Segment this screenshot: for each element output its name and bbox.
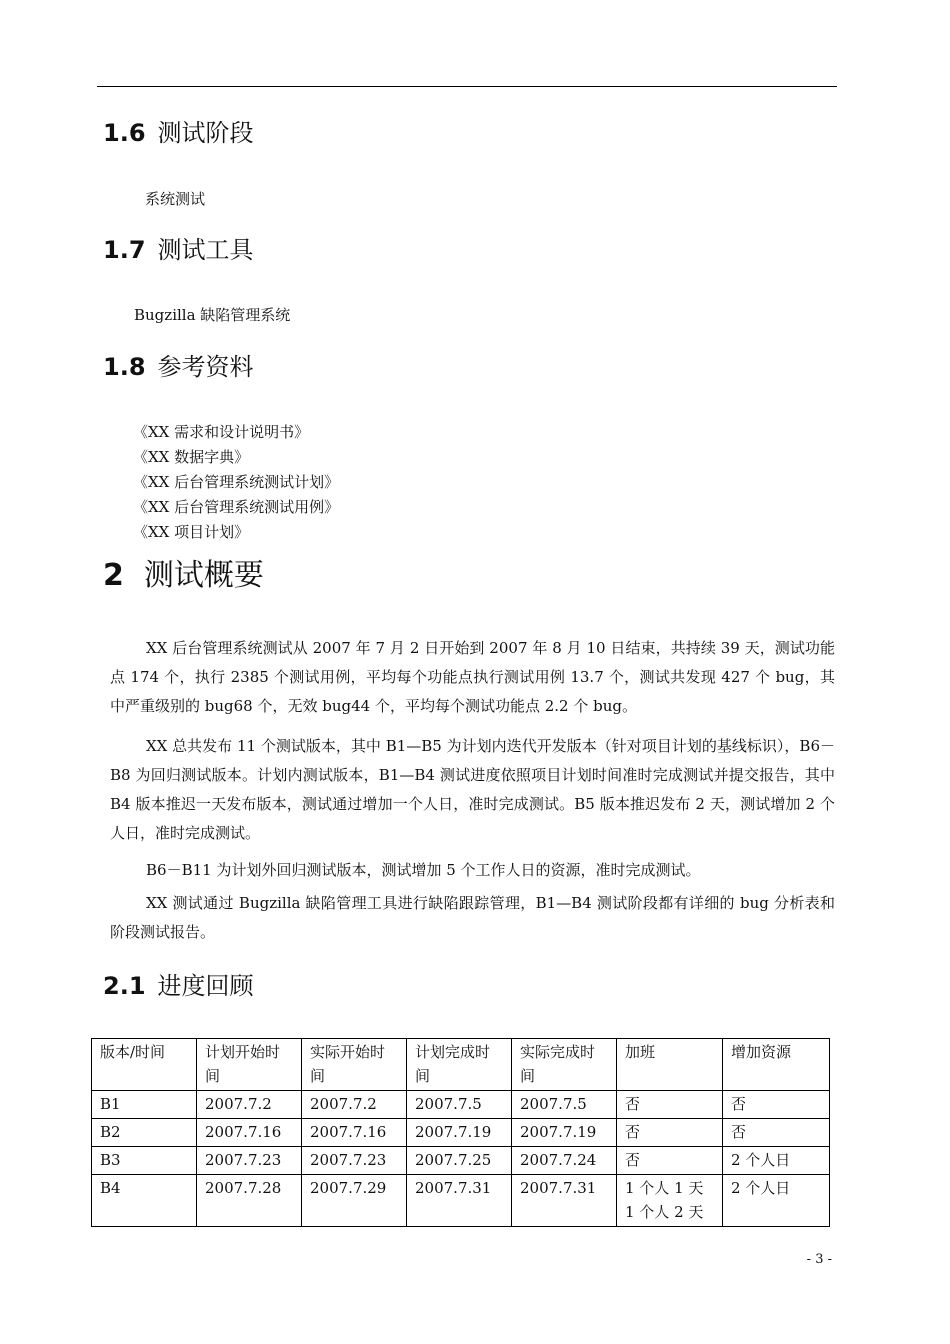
section-body-1-7: Bugzilla 缺陷管理系统 [134, 306, 291, 324]
table-cell: 2007.7.23 [302, 1147, 407, 1175]
table-cell: 2007.7.28 [197, 1175, 302, 1227]
table-cell: B2 [92, 1119, 197, 1147]
table-header-row [92, 1039, 830, 1091]
column-header: 计划完成时间 [407, 1039, 512, 1091]
table-cell: 2007.7.19 [512, 1119, 617, 1147]
section-heading-2: 2 测试概要 [103, 558, 264, 593]
section-heading-1-8: 1.8 参考资料 [103, 353, 254, 381]
overview-paragraph: B6－B11 为计划外回归测试版本，测试增加 5 个工作人日的资源，准时完成测试。 [146, 861, 701, 879]
section-heading-1-6: 1.6 测试阶段 [103, 119, 254, 147]
table-row [92, 1147, 830, 1175]
table-cell: 否 [723, 1091, 830, 1119]
column-header: 实际开始时间 [302, 1039, 407, 1091]
header-rule [97, 86, 837, 87]
overview-paragraph: XX 后台管理系统测试从 2007 年 7 月 2 日开始到 2007 年 8 月 10 日结束，共持续 39 天，测试功能点 174 个，执行 2385 个测试用例，平均每个功能点执行测试用例 13.7 个，测试共发现 427 个 bug，其中严重级别的 bug68 个，无效 bug44 个，平均每个测试功能点 2.2 个 bug。 [110, 639, 835, 715]
progress-table [91, 1038, 830, 1227]
table-cell: 否 [617, 1091, 723, 1119]
table-cell: 2007.7.25 [407, 1147, 512, 1175]
column-header: 计划开始时间 [197, 1039, 302, 1091]
table-cell: 2007.7.24 [512, 1147, 617, 1175]
table-cell: 2007.7.5 [407, 1091, 512, 1119]
page-number: - 3 - [806, 1252, 832, 1267]
table-cell: 否 [617, 1147, 723, 1175]
column-header: 版本/时间 [92, 1039, 197, 1091]
reference-item: 《XX 项目计划》 [133, 523, 250, 541]
table-cell: 否 [617, 1119, 723, 1147]
table-cell: 2 个人日 [723, 1147, 830, 1175]
reference-item: 《XX 数据字典》 [133, 448, 250, 466]
table-cell: 2007.7.29 [302, 1175, 407, 1227]
table-cell: 2007.7.23 [197, 1147, 302, 1175]
table-cell: 2007.7.16 [302, 1119, 407, 1147]
section-heading-1-7: 1.7 测试工具 [103, 236, 254, 264]
section-body-1-6: 系统测试 [145, 190, 206, 208]
table-cell: 2007.7.5 [512, 1091, 617, 1119]
column-header: 加班 [617, 1039, 723, 1091]
table-cell: B1 [92, 1091, 197, 1119]
reference-item: 《XX 后台管理系统测试用例》 [133, 498, 340, 516]
table-cell: 2007.7.2 [197, 1091, 302, 1119]
table-row [92, 1119, 830, 1147]
reference-list [133, 420, 339, 545]
table-cell: 2007.7.16 [197, 1119, 302, 1147]
table-cell: 2007.7.19 [407, 1119, 512, 1147]
reference-item: 《XX 后台管理系统测试计划》 [133, 473, 340, 491]
table-cell: 2 个人日 [723, 1175, 830, 1227]
table-row [92, 1175, 830, 1227]
overview-paragraph: XX 总共发布 11 个测试版本，其中 B1—B5 为计划内迭代开发版本（针对项目计划的基线标识），B6－B8 为回归测试版本。计划内测试版本，B1—B4 测试进度依照项目计划时间准时完成测试并提交报告，其中 B4 版本推迟一天发布版本，测试通过增加一个人日，准时完成测试。B5 版本推迟发布 2 天，测试增加 2 个人日，准时完成测试。 [110, 737, 835, 842]
table-cell: 否 [723, 1119, 830, 1147]
table-cell: 2007.7.31 [512, 1175, 617, 1227]
table-cell: B3 [92, 1147, 197, 1175]
table-cell: 1 个人 1 天 1 个人 2 天 [617, 1175, 723, 1227]
overview-paragraph: XX 测试通过 Bugzilla 缺陷管理工具进行缺陷跟踪管理，B1—B4 测试阶段都有详细的 bug 分析表和阶段测试报告。 [110, 894, 835, 941]
column-header: 实际完成时间 [512, 1039, 617, 1091]
section-heading-2-1: 2.1 进度回顾 [103, 972, 254, 1000]
table-cell: 2007.7.31 [407, 1175, 512, 1227]
table-cell: B4 [92, 1175, 197, 1227]
table-row [92, 1091, 830, 1119]
column-header: 增加资源 [723, 1039, 830, 1091]
reference-item: 《XX 需求和设计说明书》 [133, 423, 310, 441]
table-cell: 2007.7.2 [302, 1091, 407, 1119]
